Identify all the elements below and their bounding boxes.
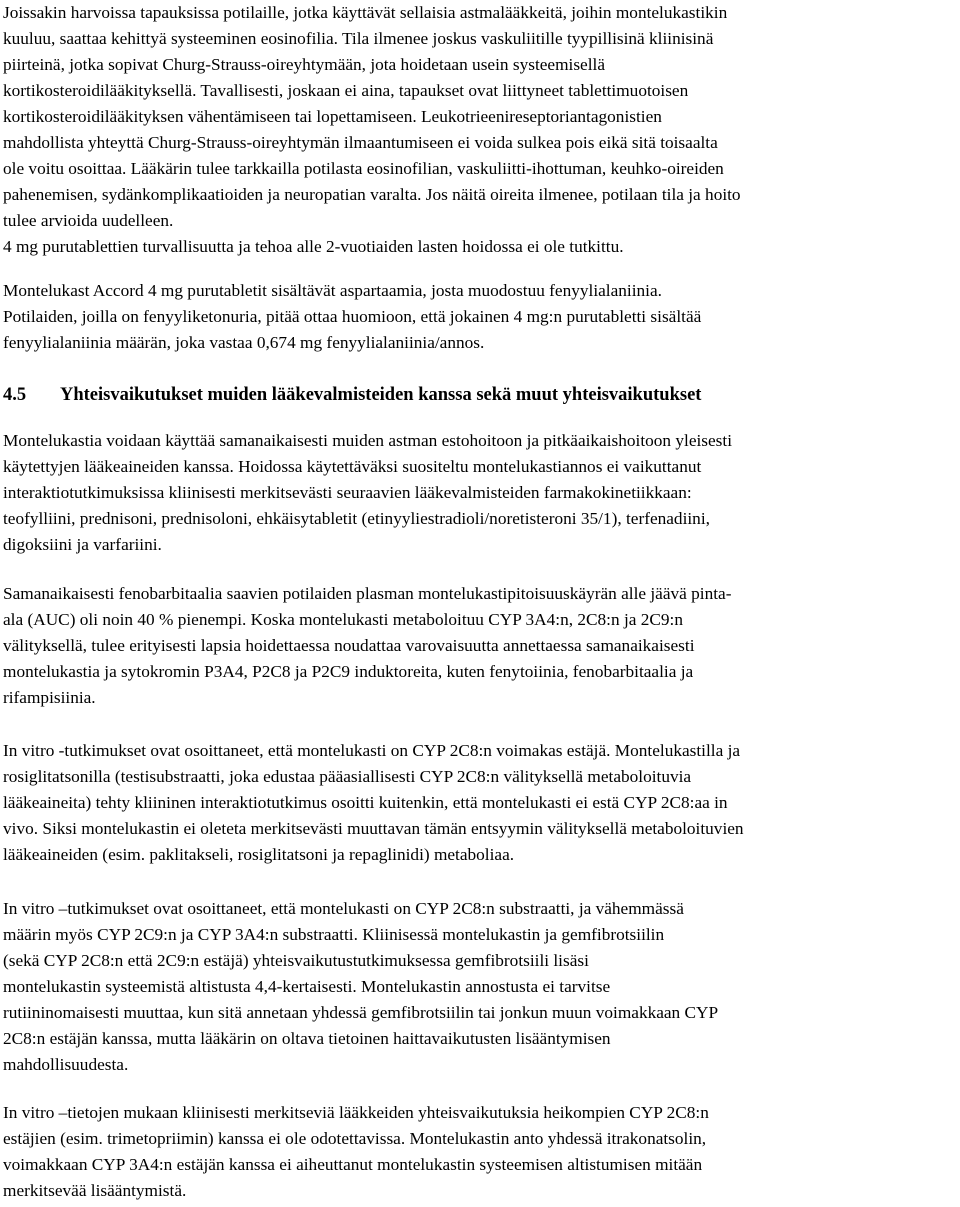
text-line: In vitro –tietojen mukaan kliinisesti merkitseviä lääkkeiden yhteisvaikutuksia heikompien CYP 2C8:n [3, 1103, 709, 1122]
text-line: välityksellä, tulee erityisesti lapsia hoidettaessa noudattaa varovaisuutta annettaessa samanaikaisesti [3, 636, 695, 655]
paragraph-in-vitro-substrate [3, 896, 718, 1078]
text-line: Potilaiden, joilla on fenyyliketonuria, pitää ottaa huomioon, että jokainen 4 mg:n purutabletti sisältää [3, 307, 702, 326]
text-line: mahdollisuudesta. [3, 1055, 129, 1074]
text-line: lääkeaineita) tehty kliininen interaktiotutkimus osoitti kuitenkin, että montelukasti ei estä CYP 2C8:aa in [3, 793, 728, 812]
text-line: In vitro -tutkimukset ovat osoittaneet, että montelukasti on CYP 2C8:n voimakas estäjä. Montelukastilla ja [3, 741, 741, 760]
text-line: 4 mg purutablettien turvallisuutta ja tehoa alle 2-vuotiaiden lasten hoidossa ei ole tutkittu. [3, 237, 624, 256]
text-line: kortikosteroidilääkityksen vähentämiseen tai lopettamiseen. Leukotrieenireseptoriantagonistien [3, 107, 662, 126]
text-line: teofylliini, prednisoni, prednisoloni, ehkäisytabletit (etinyyliestradioli/noretisteroni 35/1), terfenadiini, [3, 509, 710, 528]
text-line: määrin myös CYP 2C9:n ja CYP 3A4:n substraatti. Kliinisessä montelukastin ja gemfibrotsiilin [3, 925, 665, 944]
text-line: käytettyjen lääkeaineiden kanssa. Hoidossa käytettäväksi suositeltu montelukastiannos ei vaikuttanut [3, 457, 702, 476]
text-line: pahenemisen, sydänkomplikaatioiden ja neuropatian varalta. Jos näitä oireita ilmenee, potilaan tila ja hoito [3, 185, 741, 204]
paragraph-in-vitro-inhibitor [3, 738, 744, 868]
text-line: piirteinä, jotka sopivat Churg-Strauss-oireyhtymään, jota hoidetaan usein systeemisellä [3, 55, 605, 74]
text-line: kuuluu, saattaa kehittyä systeeminen eosinofilia. Tila ilmenee joskus vaskuliitille tyypillisinä kliinisinä [3, 29, 714, 48]
text-line: digoksiini ja varfariini. [3, 535, 162, 554]
text-line: montelukastin systeemistä altistusta 4,4-kertaisesti. Montelukastin annostusta ei tarvitse [3, 977, 611, 996]
text-line: 2C8:n estäjän kanssa, mutta lääkärin on oltava tietoinen haittavaikutusten lisääntymisen [3, 1029, 611, 1048]
paragraph-aspartame [3, 278, 701, 356]
text-line: rosiglitatsonilla (testisubstraatti, joka edustaa pääasiallisesti CYP 2C8:n välityksellä metaboloituvia [3, 767, 692, 786]
text-line: fenyylialaniinia määrän, joka vastaa 0,674 mg fenyylialaniinia/annos. [3, 333, 485, 352]
text-line: vivo. Siksi montelukastin ei oleteta merkitsevästi muuttavan tämän entsyymin välityksellä metaboloituvien [3, 819, 744, 838]
text-line: Montelukastia voidaan käyttää samanaikaisesti muiden astman estohoitoon ja pitkäaikaishoitoon yleisesti [3, 431, 733, 450]
text-line: (sekä CYP 2C8:n että 2C9:n estäjä) yhteisvaikutustutkimuksessa gemfibrotsiili lisäsi [3, 951, 589, 970]
paragraph-phenobarbital [3, 581, 731, 711]
text-line: voimakkaan CYP 3A4:n estäjän kanssa ei aiheuttanut montelukastin systeemisen altistumisen mitään [3, 1155, 703, 1174]
text-line: kortikosteroidilääkityksellä. Tavallisesti, joskaan ei aina, tapaukset ovat liittyneet tablettimuotoisen [3, 81, 689, 100]
section-title: Yhteisvaikutukset muiden lääkevalmisteiden kanssa sekä muut yhteisvaikutukset [60, 385, 702, 405]
text-line: montelukastia ja sytokromin P3A4, P2C8 ja P2C9 induktoreita, kuten fenytoiinia, fenobarbitaalia ja [3, 662, 694, 681]
text-line: merkitsevää lisääntymistä. [3, 1181, 187, 1200]
text-line: rifampisiinia. [3, 688, 96, 707]
text-line: lääkeaineiden (esim. paklitakseli, rosiglitatsoni ja repaglinidi) metaboliaa. [3, 845, 515, 864]
text-line: interaktiotutkimuksissa kliinisesti merkitsevästi seuraavien lääkevalmisteiden farmakokinetiikkaan: [3, 483, 692, 502]
text-line: ole voitu osoittaa. Lääkärin tulee tarkkailla potilasta eosinofilian, vaskuliitti-ihottuman, keuhko-oireiden [3, 159, 724, 178]
text-line: Montelukast Accord 4 mg purutabletit sisältävät aspartaamia, josta muodostuu fenyylialaniinia. [3, 281, 662, 300]
text-line: rutiininomaisesti muuttaa, kun sitä annetaan yhdessä gemfibrotsiilin tai jonkun muun voimakkaan CYP [3, 1003, 719, 1022]
text-line: Samanaikaisesti fenobarbitaalia saavien potilaiden plasman montelukastipitoisuuskäyrän alle jäävä pinta- [3, 584, 732, 603]
text-line: estäjien (esim. trimetopriimin) kanssa ei ole odotettavissa. Montelukastin anto yhdessä itrakonatsolin, [3, 1129, 707, 1148]
section-number: 4.5 [3, 385, 27, 405]
text-line: ala (AUC) oli noin 40 % pienempi. Koska montelukasti metaboloituu CYP 3A4:n, 2C8:n ja 2C9:n [3, 610, 683, 629]
text-line: tulee arvioida uudelleen. [3, 211, 174, 230]
text-line: mahdollista yhteyttä Churg-Strauss-oireyhtymän ilmaantumiseen ei voida sulkea pois eikä sitä toisaalta [3, 133, 718, 152]
text-line: In vitro –tutkimukset ovat osoittaneet, että montelukasti on CYP 2C8:n substraatti, ja vähemmässä [3, 899, 684, 918]
paragraph-eosinophilia [3, 0, 741, 260]
paragraph-in-vitro-data [3, 1100, 709, 1204]
text-line: Joissakin harvoissa tapauksissa potilaille, jotka käyttävät sellaisia astmalääkkeitä, joihin montelukastikin [3, 3, 728, 22]
section-heading [3, 381, 701, 409]
paragraph-concomitant-use [3, 428, 732, 558]
